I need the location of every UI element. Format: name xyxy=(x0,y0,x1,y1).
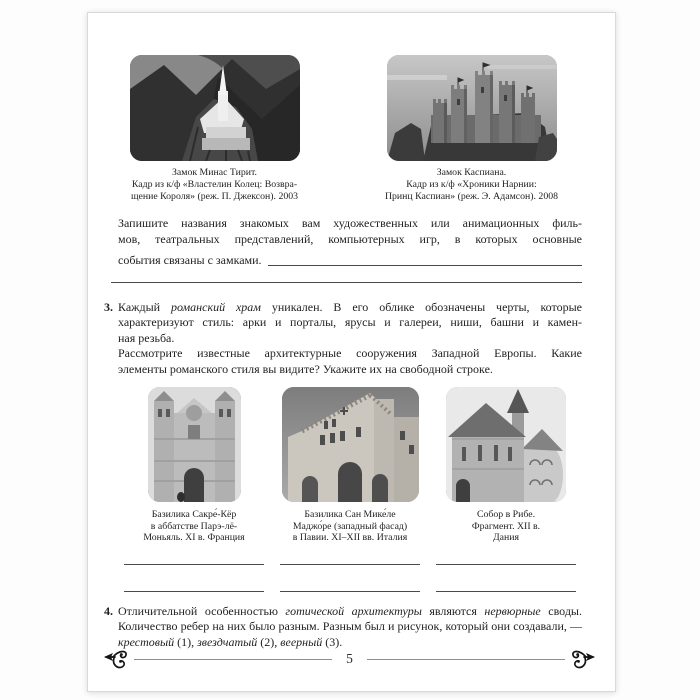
ribe-cathedral-illustration xyxy=(446,387,566,502)
minas-tirith-photo xyxy=(130,55,300,161)
answer-inline-row xyxy=(118,253,582,269)
figure-paray-basilica xyxy=(118,387,270,592)
figure-san-michele xyxy=(274,387,426,592)
answer-blank-line xyxy=(268,253,582,266)
text-line: ная резьба. xyxy=(118,330,175,345)
answer-blank-line-full xyxy=(111,282,582,283)
answer-blank-line xyxy=(280,564,420,565)
task4-item xyxy=(104,604,582,651)
item-number: 4. xyxy=(104,603,113,618)
answer-blank-line xyxy=(436,591,576,592)
caption-line: Базилика Сакре́-Кёр xyxy=(151,509,237,520)
figure-caption xyxy=(385,167,558,203)
caption-line: Маджо́ре (западный фасад) xyxy=(292,520,408,532)
fleuron-ornament-right-icon xyxy=(565,647,595,671)
answer-blank-line xyxy=(124,564,264,565)
figure-caspian-castle xyxy=(363,55,581,203)
task3-item xyxy=(104,300,582,378)
text-line: мов, театральных представлений, компьютерных игр, в которых основные xyxy=(118,231,582,246)
minas-tirith-illustration xyxy=(130,55,300,161)
caption-line: Дания xyxy=(492,532,519,543)
workbook-page xyxy=(87,12,616,692)
italic-term: звездчатый xyxy=(197,634,258,649)
text-run: являются xyxy=(421,603,485,618)
text-run: своды. Количество ребер на них было разным. Разным был и рисунок, который они создавали, — xyxy=(118,603,582,633)
page-footer xyxy=(104,647,595,671)
caspian-castle-illustration xyxy=(387,55,557,161)
task4-paragraph xyxy=(118,604,582,651)
fleuron-ornament-left-icon xyxy=(104,647,134,671)
item-number: 3. xyxy=(104,299,113,314)
figure-minas-tirith xyxy=(106,55,324,203)
text-line xyxy=(118,300,582,316)
caption-line: Моньяль. XI в. Франция xyxy=(143,532,245,543)
caspian-castle-photo xyxy=(387,55,557,161)
text-line: характеризуют стиль: арки и порталы, ярусы и галереи, ниши, башни и камен- xyxy=(118,315,582,329)
basilica-figures-row xyxy=(104,387,582,592)
text-line: элементы романского стиля вы видите? Укажите их на свободной строке. xyxy=(118,361,493,376)
caption-line: в аббатстве Парэ-лё- xyxy=(150,520,238,532)
san-michele-photo xyxy=(282,387,419,502)
paray-basilica-photo xyxy=(148,387,241,502)
caption-line: Собор в Рибе. xyxy=(476,509,536,520)
italic-term: крестовый xyxy=(118,634,175,649)
text-line: события связаны с замками. xyxy=(118,253,262,267)
italic-term: веерный xyxy=(280,634,323,649)
italic-term: готической архитектуры xyxy=(285,603,422,618)
paray-basilica-illustration xyxy=(148,387,241,502)
footer-rule-left xyxy=(134,659,332,660)
task2-paragraph xyxy=(118,216,582,269)
figure-ribe-cathedral xyxy=(430,387,582,592)
text-run: (2), xyxy=(257,634,281,649)
text-run: (1), xyxy=(174,634,198,649)
caption-line: щение Короля» (реж. П. Джексон). 2003 xyxy=(130,191,299,202)
italic-term: романский храм xyxy=(170,299,261,314)
text-run: Каждый xyxy=(118,299,171,314)
text-run: Отличительной особенностью xyxy=(118,603,286,618)
answer-blank-line xyxy=(436,564,576,565)
answer-blank-line xyxy=(124,591,264,592)
caption-line: Кадр из к/ф «Властелин Колец: Возвра- xyxy=(131,179,298,190)
footer-rule-right xyxy=(367,659,565,660)
text-line: Запишите названия знакомых вам художественных или анимационных филь- xyxy=(118,216,582,230)
ribe-cathedral-photo xyxy=(446,387,566,502)
page-number: 5 xyxy=(346,651,353,666)
figure-caption xyxy=(143,509,244,544)
caption-line: Замок Каспиана. xyxy=(436,167,507,178)
figure-caption xyxy=(293,509,408,544)
caption-line: в Павии. XI–XII вв. Италия xyxy=(292,532,408,543)
caption-line: Фрагмент. XII в. xyxy=(471,520,541,532)
san-michele-illustration xyxy=(282,387,419,502)
caption-line: Принц Каспиан» (реж. Э. Адамсон). 2008 xyxy=(384,191,559,202)
caption-line: Базилика Сан Мике́ле xyxy=(304,509,396,520)
answer-blank-line xyxy=(280,591,420,592)
figure-caption xyxy=(131,167,298,203)
figure-caption xyxy=(472,509,540,544)
caption-line: Замок Минас Тирит. xyxy=(171,167,258,178)
castle-figures-row xyxy=(104,55,582,203)
italic-term: нервюрные xyxy=(484,603,541,618)
caption-line: Кадр из к/ф «Хроники Нарнии: xyxy=(406,179,537,190)
text-run: (3). xyxy=(322,634,343,649)
text-line: Рассмотрите известные архитектурные сооружения Западной Европы. Какие xyxy=(118,346,582,360)
text-run: уникален. В его облике обозначены черты, которые xyxy=(260,299,582,314)
